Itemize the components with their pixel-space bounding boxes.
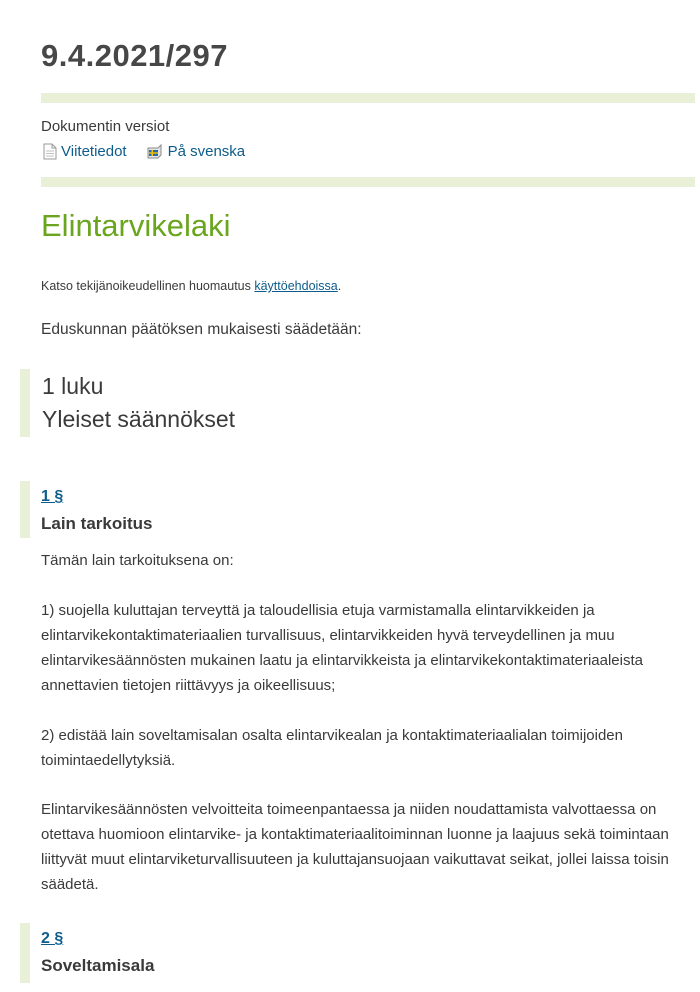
divider: [41, 177, 695, 187]
chapter-title: Yleiset säännökset: [42, 406, 236, 432]
versions-links: [43, 143, 265, 160]
section-1-paragraph: 1) suojella kuluttajan terveyttä ja taloudellisia etuja varmistamalla elintarvikkeiden ja elintarvikekontaktimateriaalien turvallisuus, elintarvikkeiden hyvä terveydellinen ja muu elintarvikesäännösten mukainen laatu ja elintarvikkeista ja elintarvikekontaktimateriaaleista annettavien tietojen riittävyys ja oikeellisuus;: [41, 602, 643, 694]
section-1-title: Lain tarkoitus: [41, 514, 153, 533]
section-2-title: Soveltamisala: [41, 956, 155, 975]
section-1-paragraph: Tämän lain tarkoituksena on:: [41, 552, 234, 569]
reference-info-link[interactable]: [43, 143, 127, 160]
copyright-text: Katso tekijänoikeudellinen huomautus: [41, 279, 251, 293]
divider: [41, 93, 695, 103]
section-marker-bar: [20, 481, 30, 538]
section-2-link[interactable]: 2 §: [41, 930, 64, 947]
copyright-notice: [41, 279, 341, 293]
section-1-paragraph: Elintarvikesäännösten velvoitteita toimeenpantaessa ja niiden noudattamista valvottaessa on otettava huomioon elintarvike- ja kontaktimateriaalitoiminnan luonne ja laajuus sekä toimintaan liittyvät muut elintarviketurvallisuuteen ja kuluttajansuojaan vaikuttavat seikat, jollei laissa toisin säädetä.: [41, 801, 669, 893]
reference-info-label: Viitetiedot: [61, 143, 127, 160]
versions-label: Dokumentin versiot: [41, 118, 170, 135]
section-1-link[interactable]: 1 §: [41, 488, 64, 505]
chapter-marker-bar: [20, 369, 30, 437]
swedish-flag-icon: [147, 144, 164, 159]
swedish-version-label: På svenska: [167, 143, 246, 160]
section-marker-bar: [20, 923, 30, 983]
terms-of-use-link[interactable]: käyttöehdoissa: [254, 279, 338, 293]
preamble: Eduskunnan päätöksen mukaisesti säädetään:: [41, 321, 362, 338]
swedish-version-link[interactable]: [147, 143, 246, 160]
law-title: Elintarvikelaki: [41, 208, 231, 243]
section-1-paragraph: 2) edistää lain soveltamisalan osalta elintarvikealan ja kontaktimateriaalialan toimijoiden toimintaedellytyksiä.: [41, 727, 623, 769]
document-number: 9.4.2021/297: [41, 38, 229, 73]
document-icon: [43, 143, 57, 160]
chapter-number: 1 luku: [42, 373, 104, 399]
copyright-suffix: .: [337, 279, 342, 293]
